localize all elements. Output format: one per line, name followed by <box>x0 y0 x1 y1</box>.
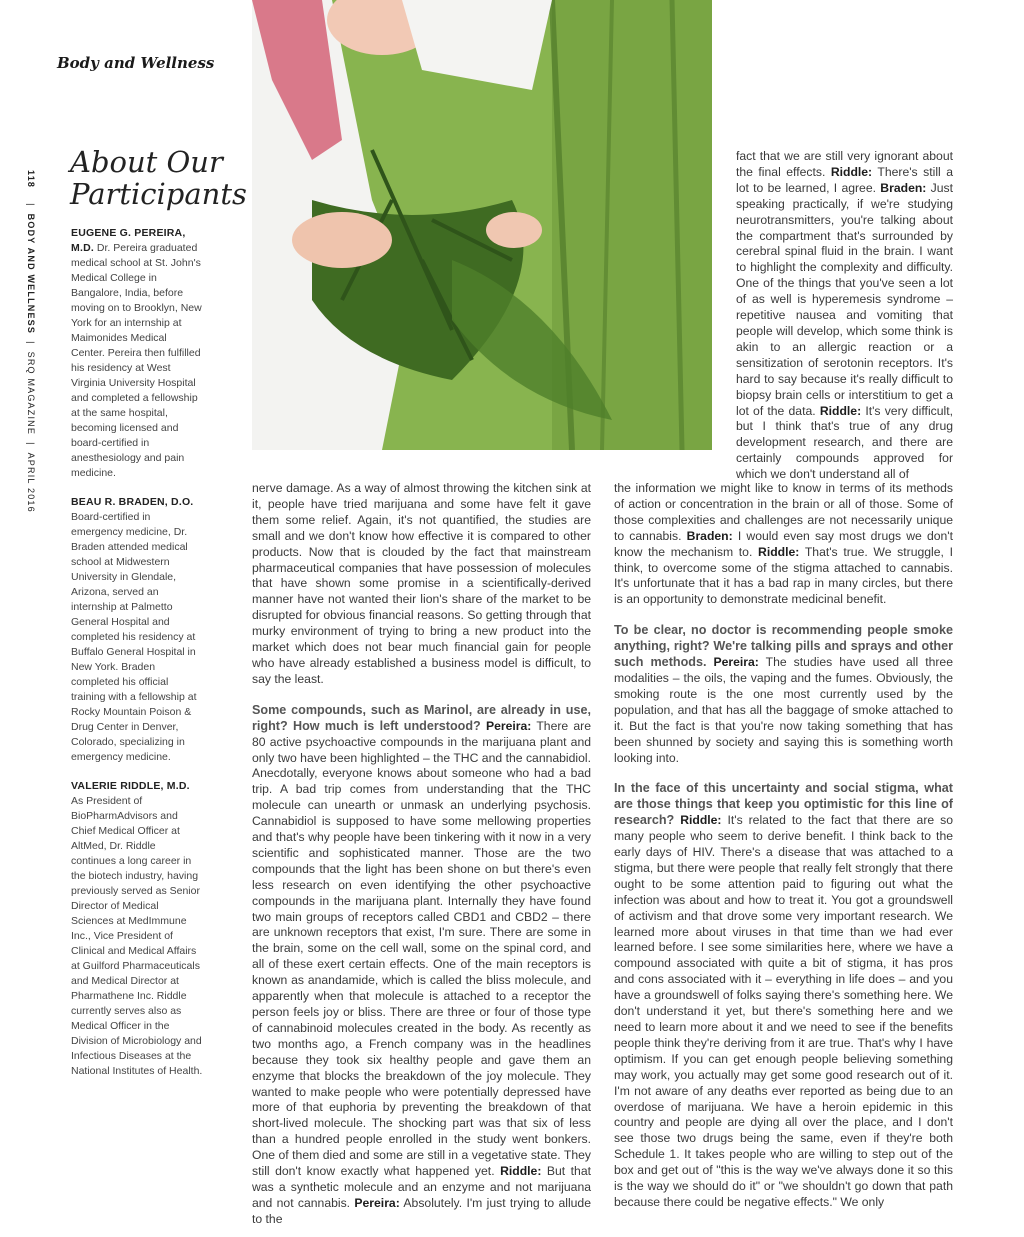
article-column-right <box>614 481 953 1211</box>
participant-braden <box>71 495 203 765</box>
article-qa: To be clear, no doctor is recommending people smoke anything, right? We're talking pills and sprays and other such methods. Pereira: The studies have used all three modalities – the oils, the vaping and the fumes. Obviously, the smoking route is the one most currently used by the population, and that has all the baggage of smoke attached to it. But the fact is that you're now taking something that has been shunned by society and saying this is something worth looking into. <box>614 623 953 765</box>
spine-issue: APRIL 2016 <box>26 452 36 513</box>
speaker-riddle: Riddle: <box>830 164 873 179</box>
participant-bio: Board-certified in emergency medicine, Dr. Braden attended medical school at Midwestern University in Glendale, Arizona, served an internship at Palmetto General Hospital and completed his residency at Buffalo General Hospital in New York. Braden completed his official training with a fellowship at Rocky Mountain Poison & Drug Center in Denver, Colorado, specializing in emergency medicine. <box>71 511 197 763</box>
participants-title-line2: Participants <box>70 177 247 211</box>
participant-bio: As President of BioPharmAdvisors and Chief Medical Officer at AltMed, Dr. Riddle continues a long career in the biotech industry, having previously served as Senior Director of Medical Sciences at MedImmune Inc., Vice President of Clinical and Medical Affairs at Guilford Pharmaceuticals and Medical Director at Pharmathene Inc. Riddle currently serves also as Medical Officer in the Division of Microbiology and Infectious Diseases at the National Institutes of Health. <box>71 795 203 1077</box>
article-paragraph: nerve damage. As a way of almost throwing the kitchen sink at it, people have tried marijuana and some have felt it gave them some relief. Again, it's not quantified, the studies are small and we don't know how effective it is compared to other products. Now that is clouded by the fact that mainstream pharmaceutical companies that have possession of molecules that have shown some promise in a scientifically-derived manner have not wanted their lion's share of the market to be disrupted for obvious financial reasons. So getting through that murky environment of trying to bring a new product into the market which does not bear much financial gain for people who have already established a business model is difficult, to say the least. <box>252 481 591 686</box>
cannabis-photo <box>252 0 712 450</box>
page-spine: 118|BODY AND WELLNESS|SRQ MAGAZINE|APRIL 2016 <box>26 170 36 513</box>
participant-riddle <box>71 779 203 1079</box>
participant-name: VALERIE RIDDLE, M.D. <box>71 780 190 792</box>
speaker-riddle: Riddle: <box>819 403 862 418</box>
participants-list <box>71 226 203 1093</box>
spine-magazine: SRQ MAGAZINE <box>26 351 36 436</box>
speaker-riddle: Riddle: <box>500 1164 542 1179</box>
article-paragraph: the information we might like to know in terms of its methods of action or concentration in the brain or all of those. Some of those complexities and challenges are not necessarily unique to cannabis. Braden: I would even say most drugs we don't know the mechanism to. Riddle: That's true. We struggle, I think, to overcome some of the stigma attached to cannabis. It's unfortunate that it has a bad rap in many circles, but there is an opportunity to demonstrate medicinal benefit. <box>614 481 954 607</box>
interview-question: In the face of this uncertainty and social stigma, what are those things that keep you optimistic for this line of research? <box>614 781 953 828</box>
interview-question: To be clear, no doctor is recommending people smoke anything, right? We're talking pills and sprays and other such methods. <box>614 623 953 670</box>
section-title: Body and Wellness <box>57 54 215 72</box>
speaker-braden: Braden: <box>686 528 733 543</box>
page-number: 118 <box>26 170 36 189</box>
participants-title <box>70 146 247 210</box>
participant-name: EUGENE G. PEREIRA, M.D. <box>71 227 186 254</box>
speaker-braden: Braden: <box>880 180 927 195</box>
speaker-riddle: Riddle: <box>758 544 800 559</box>
article-paragraph: fact that we are still very ignorant about the final effects. Riddle: There's still a lot to be learned, I agree. Braden: Just speaking practically, if we're studying neurotransmitters, you're talking about the compartment that's surrounded by cerebral spinal fluid in the brain. I want to highlight the complexity and difficulty. One of the things that you've seen a lot of as well is hyperemesis syndrome – repetitive nausea and vomiting that people will develop, which some think is akin to an allergic reaction or a sensitization of serotonin receptors. It's hard to say because it's really difficult to biopsy brain cells or interstitium to get a lot of the data. Riddle: It's very difficult, but I think that's true of any drug development research, and there are certainly compounds approved for which we don't understand all of <box>736 149 954 482</box>
cannabis-photo-illustration <box>252 0 712 450</box>
speaker-pereira: Pereira: <box>713 655 759 670</box>
speaker-pereira: Pereira: <box>354 1195 400 1210</box>
article-qa: In the face of this uncertainty and social stigma, what are those things that keep you optimistic for this line of research? Riddle: It's related to the fact that there are so many people who seem to derive benefit. I think back to the early days of HIV. There's a disease that was attached to a stigma, but there were people that really felt strongly that there ought to be some attention paid to figuring out what the infection was about and how to treat it. You got a groundswell of activism and that drove some very important research. We learned more about viruses in that time than we had ever learned before. I see some similarities here, where we have a compound associated with quite a bit of stigma, it has pros and cons associated with it – everything in life does – and you have a groundswell of folks saying there's something here. We don't understand it yet, but there's something here and we need to learn more about it and we need to see if the benefits people think they're deriving from it are true. That's why I have optimism. If you can get enough people believing something may work, you actually may get some good research out of it. I'm not aware of any deaths ever reported as being due to an overdose of marijuana. We have a heroin epidemic in this country and people are dying all over the place, and I don't see those two drugs being the same, even if they're both Schedule 1. It takes people who are willing to step out of the box and get out of "this is the way we've always done it so this is the way we should do it" or "we shouldn't go down that path because there could be negative effects." We only <box>614 781 953 1209</box>
speaker-pereira: Pereira: <box>485 718 532 733</box>
participant-name: BEAU R. BRADEN, D.O. <box>71 496 194 508</box>
spine-section: BODY AND WELLNESS <box>26 213 36 335</box>
article-column-top <box>736 149 953 483</box>
article-qa: Some compounds, such as Marinol, are already in use, right? How much is left understood? Pereira: There are 80 active psychoactive compounds in the marijuana plant and only two have been highlighted – the THC and the cannabidiol. Anecdotally, everyone knows about someone who had a bad trip. A bad trip comes from understanding that the THC molecule can unearth or unmask an underlying psychosis. Cannabidiol is supposed to have some mellowing properties and that's why people have been tinkering with it now in a very scientific and sophisticated manner. Those are the two compounds that the light has been shone on but there's even less research on even identifying the other psychoactive compounds in the marijuana plant. Internally they have found two main groups of receptors called CBD1 and CBD2 – there are unknown receptors that exist, I'm sure. There are some in the brain, some on the cell wall, some on the spinal cord, and all of these exert certain effects. One of the main receptors is known as anandamide, which is called the bliss molecule, and apparently when that molecule is attached to a receptor the person feels joy or bliss. There are three or four of those type of cannabinoid molecules created in the body. As recently as two months ago, a French company was in the headlines because they took six healthy people and gave them an enzyme that blocks the breakdown of the joy molecule. They wanted to make people who were potentially depressed have more of that euphoria by preventing the breakdown of that short-lived molecule. The shocking part was that six of less than a hundred people enrolled in the study went bonkers. One of them died and some are still in a vegetative state. They still don't know exactly what happened yet. Riddle: But that was a synthetic molecule and an enzyme and not marijuana and not cannabis. Pereira: Absolutely. I'm just trying to allude to the <box>252 702 592 1226</box>
interview-question: Some compounds, such as Marinol, are already in use, right? How much is left understood? <box>252 702 591 733</box>
article-column-left <box>252 481 591 1228</box>
participant-bio: Dr. Pereira graduated medical school at St. John's Medical College in Bangalore, India, before moving on to Brooklyn, New York for an internship at Maimonides Medical Center. Pereira then fulfilled his residency at West Virginia University Hospital and completed a fellowship at the same hospital, becoming licensed and board-certified in anesthesiology and pain medicine. <box>71 242 202 479</box>
participant-pereira <box>71 226 203 481</box>
speaker-riddle: Riddle: <box>680 813 722 828</box>
participants-title-line1: About Our <box>70 145 223 179</box>
